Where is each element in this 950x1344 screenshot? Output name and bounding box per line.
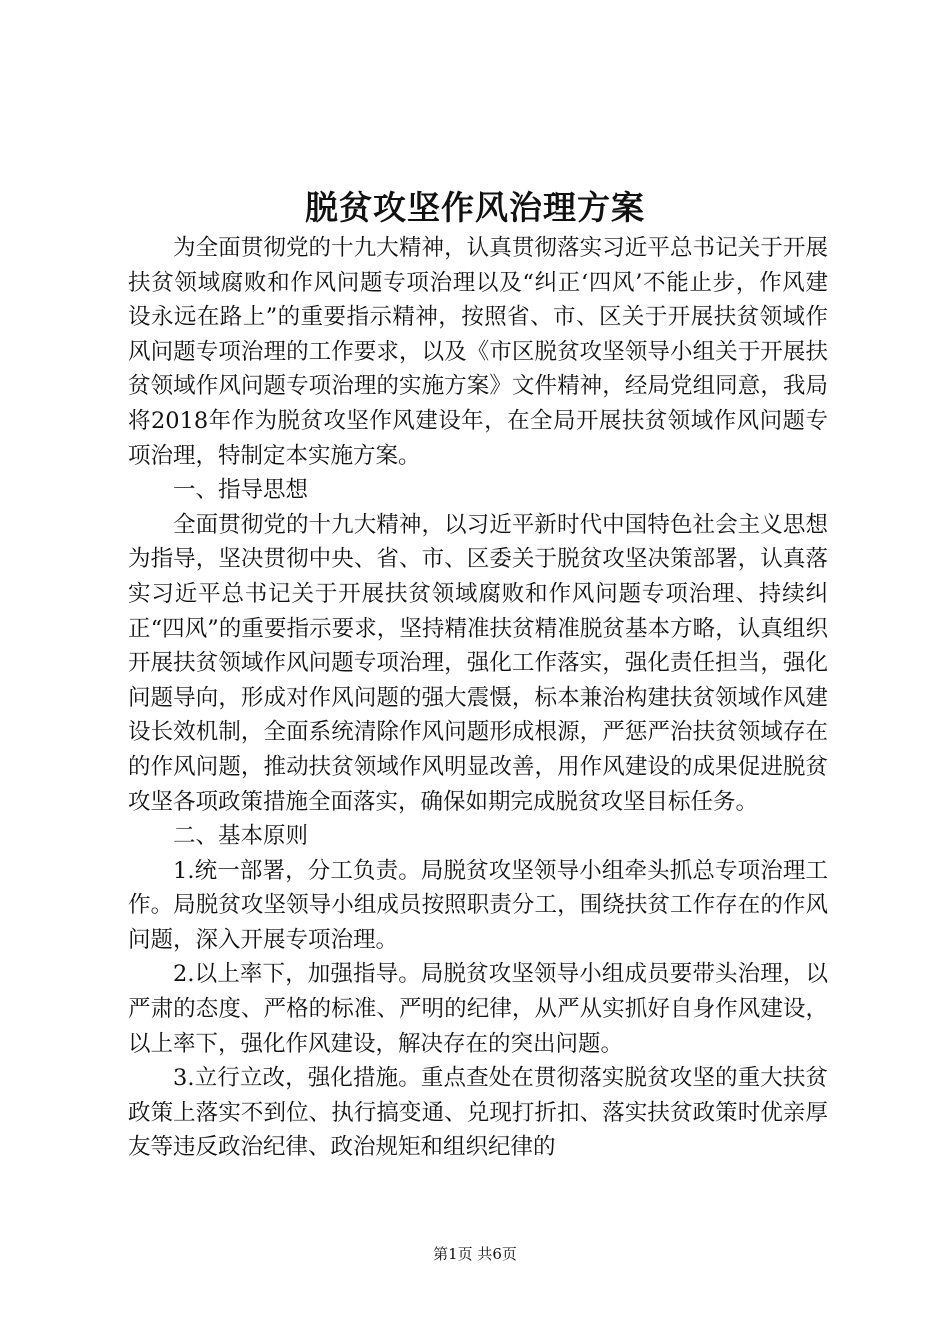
principle-item-1: 1.统一部署，分工负责。局脱贫攻坚领导小组牵头抓总专项治理工作。局脱贫攻坚领导小组成员按照职责分工，围绕扶贫工作存在的作风问题，深入开展专项治理。: [128, 857, 828, 953]
document-body: [128, 231, 828, 1165]
guiding-ideology-paragraph: 全面贯彻党的十九大精神，以习近平新时代中国特色社会主义思想为指导，坚决贯彻中央、省、市、区委关于脱贫攻坚决策部署，认真落实习近平总书记关于开展扶贫领域腐败和作风问题专项治理、持续纠正“四风”的重要指示要求，坚持精准扶贫精准脱贫基本方略，认真组织开展扶贫领域作风问题专项治理，强化工作落实，强化责任担当，强化问题导向，形成对作风问题的强大震慑，标本兼治构建扶贫领域作风建设长效机制，全面系统清除作风问题形成根源，严惩严治扶贫领域存在的作风问题，推动扶贫领域作风明显改善，用作风建设的成果促进脱贫攻坚各项政策措施全面落实，确保如期完成脱贫攻坚目标任务。: [128, 511, 828, 815]
principle-item-2: 2.以上率下，加强指导。局脱贫攻坚领导小组成员要带头治理，以严肃的态度、严格的标准、严明的纪律，从严从实抓好自身作风建设，以上率下，强化作风建设，解决存在的突出问题。: [128, 961, 828, 1057]
document-title: 脱贫攻坚作风治理方案: [305, 188, 645, 227]
page-number-footer: 第1页 共6页: [433, 1245, 517, 1263]
principle-item-3: 3.立行立改，强化措施。重点查处在贯彻落实脱贫攻坚的重大扶贫政策上落实不到位、执行搞变通、兑现打折扣、落实扶贫政策时优亲厚友等违反政治纪律、政治规矩和组织纪律的: [128, 1065, 828, 1161]
intro-paragraph: 为全面贯彻党的十九大精神，认真贯彻落实习近平总书记关于开展扶贫领域腐败和作风问题专项治理以及“纠正‘四风’不能止步，作风建设永远在路上”的重要指示精神，按照省、市、区关于开展扶贫领域作风问题专项治理的工作要求，以及《市区脱贫攻坚领导小组关于开展扶贫领域作风问题专项治理的实施方案》文件精神，经局党组同意，我局将2018年作为脱贫攻坚作风建设年，在全局开展扶贫领域作风问题专项治理，特制定本实施方案。: [128, 235, 828, 469]
section-heading-basic-principles: 二、基本原则: [173, 823, 309, 850]
section-heading-guiding-ideology: 一、指导思想: [173, 477, 309, 504]
